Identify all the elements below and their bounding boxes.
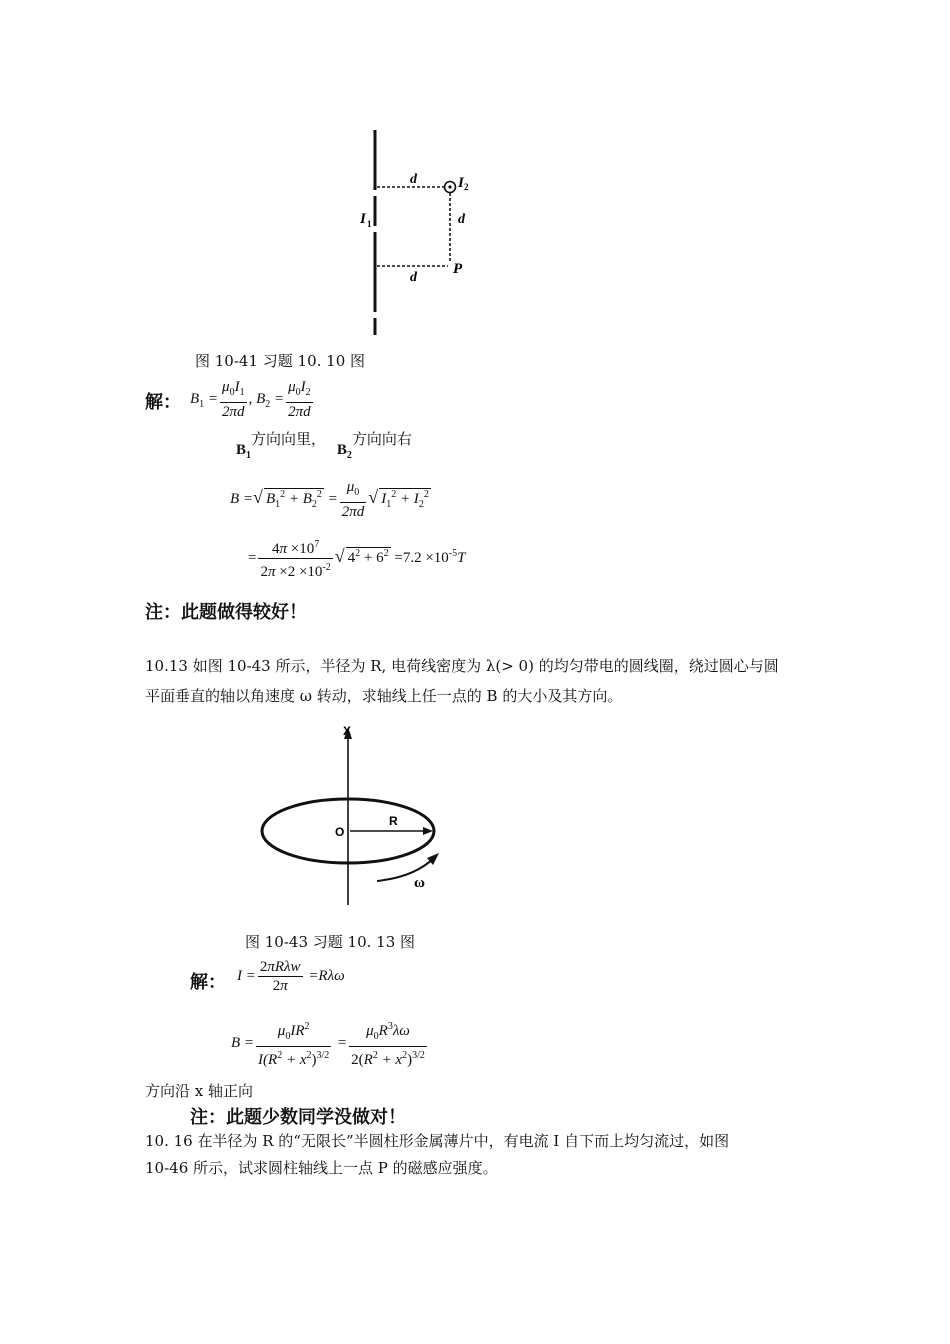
sol2-eq-field: B = $\frac{\mu_0IR^2}{I(R^2 + x^2)^{3/2}}$ = $\frac{\mu_0R^3\lambda\omega}{2(R^2 + x^2)^{3/2}}$ [231, 1018, 429, 1069]
sol1-direction-line: $B_1$方向向里， $B_2$方向向右 [236, 430, 412, 461]
sol1-heading: 解： [145, 392, 181, 413]
sol2-eq-current: I = $\frac{\text{2πRλw}}{2\pi}$ =Rλω [237, 959, 345, 994]
figure-10-43 [255, 715, 455, 910]
sol1-eq-b-total: B =√ $B_1^2 + B_2^2$ = $\frac{\mu_0}{2\pi d}$ √ $I_1^2 + I_2^2$ [230, 479, 429, 520]
sol1-eq-b1b2: $B_1$ = $\frac{\mu_0I_1}{2\pi d}$ , $B_2$ = $\frac{\mu_0I_2}{2\pi d}$ [190, 379, 311, 420]
fig2-caption: 图 10-43 习题 10. 13 图 [245, 933, 416, 951]
sol1-eq-numeric: = $\frac{4\pi \times 10^7}{2\pi \times 2 \times 10^{-2}}$ √ $4^2 + 6^2 =7.2 \times 10^{-5}T$ [248, 536, 465, 581]
fig1-label-i2-sub: 2 [464, 182, 469, 192]
q13-line2: 平面垂直的轴以角速度 ω 转动，求轴线上任一点的 B 的大小及其方向。 [145, 687, 623, 705]
fig1-label-d-top: d [410, 172, 417, 187]
sol2-heading: 解： [190, 972, 226, 993]
fig2-label-o: O [335, 825, 345, 839]
sol1-result: =7.2 ×10 [394, 549, 449, 566]
fig2-label-omega: ω [414, 875, 425, 891]
sol1-b2-direction: 方向向右 [351, 430, 412, 448]
q16-line1: 10. 16 在半径为 R 的“无限长”半圆柱形金属薄片中，有电流 I 自下而上均匀流过，如图 [145, 1132, 730, 1150]
sol2-direction: 方向沿 x 轴正向 [145, 1082, 253, 1100]
fig1-label-i1-sub: 1 [367, 219, 372, 229]
fig1-label-i2: I [458, 175, 464, 191]
fig1-label-p: P [453, 261, 463, 277]
fig1-label-d-bottom: d [410, 270, 417, 285]
note2: 注：此题少数同学没做对！ [190, 1107, 406, 1128]
figure-10-41 [340, 125, 500, 345]
fig2-label-r: R [389, 814, 398, 828]
sol1-result-exp: -5 [448, 547, 458, 559]
note1: 注：此题做得较好！ [145, 602, 307, 623]
sol1-b1-direction: 方向向里， [251, 430, 327, 448]
fig1-label-d-right: d [458, 212, 465, 227]
q16-line2: 10-46 所示，试求圆柱轴线上一点 P 的磁感应强度。 [145, 1159, 498, 1177]
fig2-label-x: X [343, 724, 352, 738]
fig1-caption: 图 10-41 习题 10. 10 图 [195, 352, 366, 370]
fig1-label-i1: I [360, 211, 366, 227]
q13-line1: 10.13 如图 10-43 所示，半径为 R, 电荷线密度为 λ(> 0) 的均匀带电的圆线圈，绕过圆心与圆 [145, 657, 779, 675]
sol1-result-unit: T [457, 549, 466, 566]
